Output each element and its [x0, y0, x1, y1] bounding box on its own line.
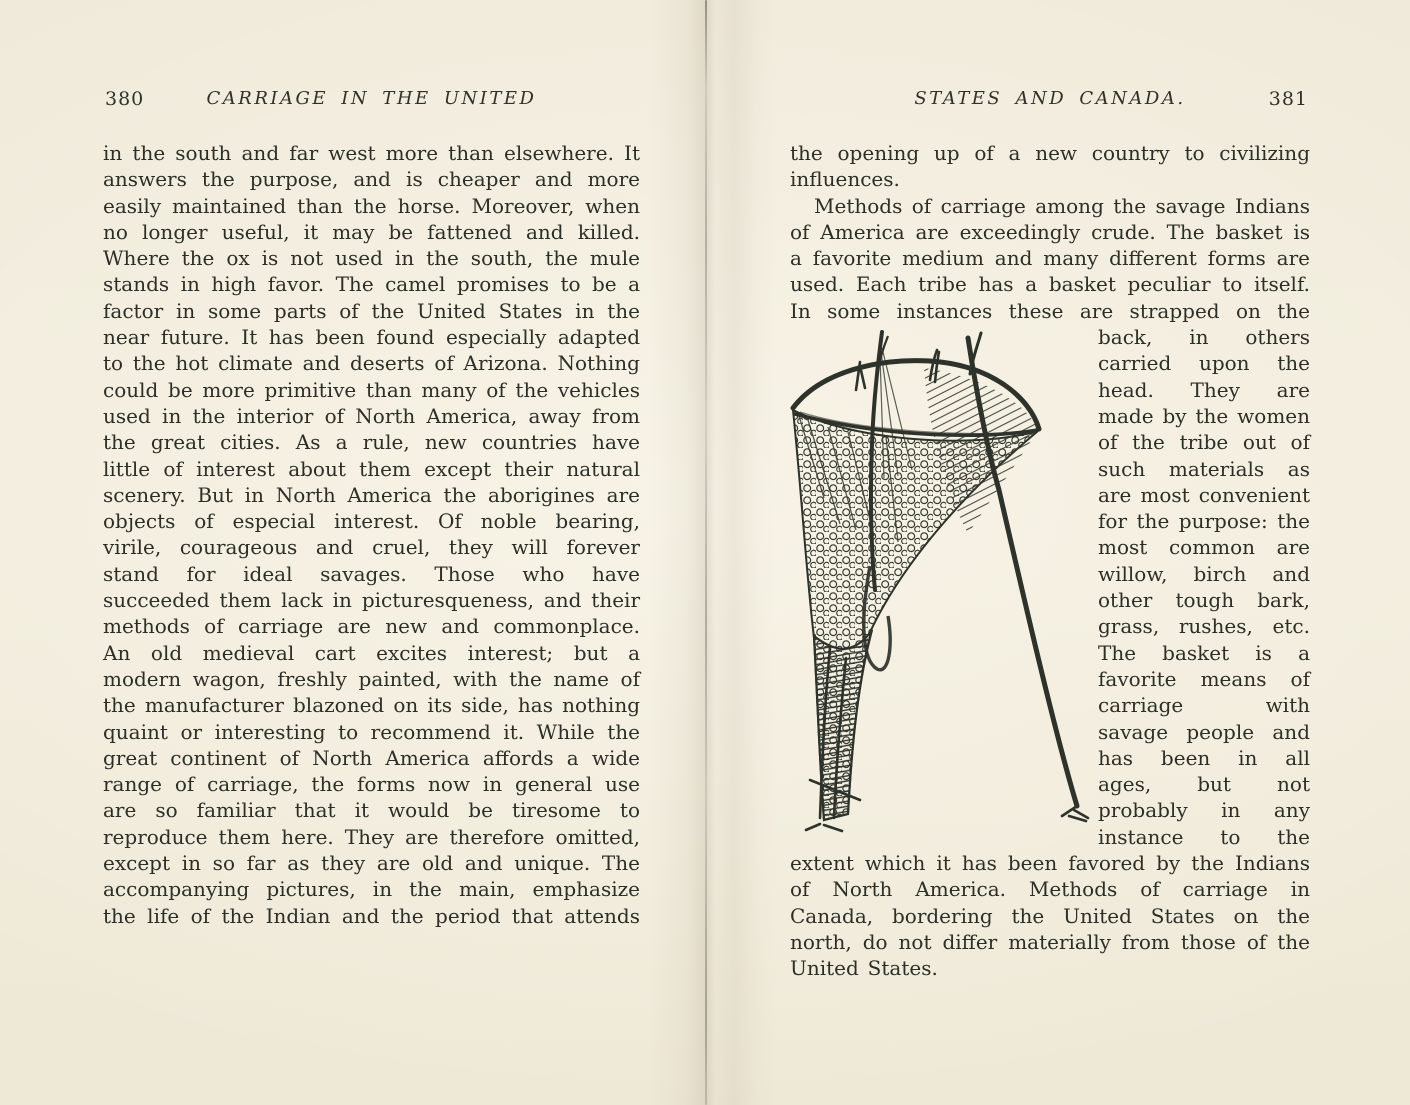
page-number-right: 381: [1268, 88, 1308, 110]
basket-illustration: [790, 328, 1090, 833]
pole-foot: [1062, 806, 1088, 821]
paragraph-2-lead-text: Methods of carriage among the savage Indians of America are exceedingly crude. The basket is a favorite medium and many different forms are used. Each tribe has a basket peculiar to itself. In some instances these are strapped on: [790, 193, 1310, 323]
paragraph-2-wrap-text: the back, in others carried upon the head. They are made by the women of the tribe out of such materials as are most convenient for the purpose: the most common are willow, birch and other tough bark, grass, rushes, etc. The basket is a favorite means of carriage with savage people and has been in all ages, but not probably in any instance to the extent which it has been favored by the Indians of North America. Methods of carriage in Canada, bordering the United States on the north, do not differ materially from those of the United States.: [790, 298, 1311, 981]
basket-tail: [814, 630, 872, 820]
running-head-left: CARRIAGE IN THE UNITED: [206, 88, 537, 109]
left-page-paragraph: in the south and far west more than elsewhere. It answers the purpose, and is cheaper and more easily maintained than the horse. Moreover, when no longer useful, it may be fattened and killed. Where the ox is not used in the south, the mule stands in high favor. The camel promises to be a factor in some parts of the United States in the near future. It has been found especially adapted to the hot climate and deserts of Arizona. Nothing could be more primitive than many of the vehicles used in the interior of North America, away from the great cities. As a rule, new countries have little of interest about them except their natural scenery. But in North America the aborigines are objects of especial interest. Of noble bearing, virile, courageous and cruel, they will forever stand for ideal savages. Those who have succeeded them lack in picturesqueness, and their methods of carriage are new and commonplace. An old medieval cart excites interest; but a modern wagon, freshly painted, with the name of the manufacturer blazoned on its side, has nothing quaint or interesting to recommend it. While the great continent of North America affords a wide range of carriage, the forms now in general use are so familiar that it would be tiresome to reproduce them here. They are therefore omitted, except in so far as they are old and unique. The accompanying pictures, in the main, emphasize the life of the Indian and the period that attends: [103, 141, 640, 928]
right-page-paragraph-2: [790, 193, 1310, 982]
right-page-paragraph-1: the opening up of a new country to civilizing influences.: [790, 141, 1310, 192]
right-page-header: [790, 88, 1310, 114]
left-page-header: [103, 88, 640, 114]
page-number-left: 380: [105, 88, 145, 110]
running-head-right: STATES AND CANADA.: [914, 88, 1186, 109]
right-page: [706, 0, 1410, 1105]
